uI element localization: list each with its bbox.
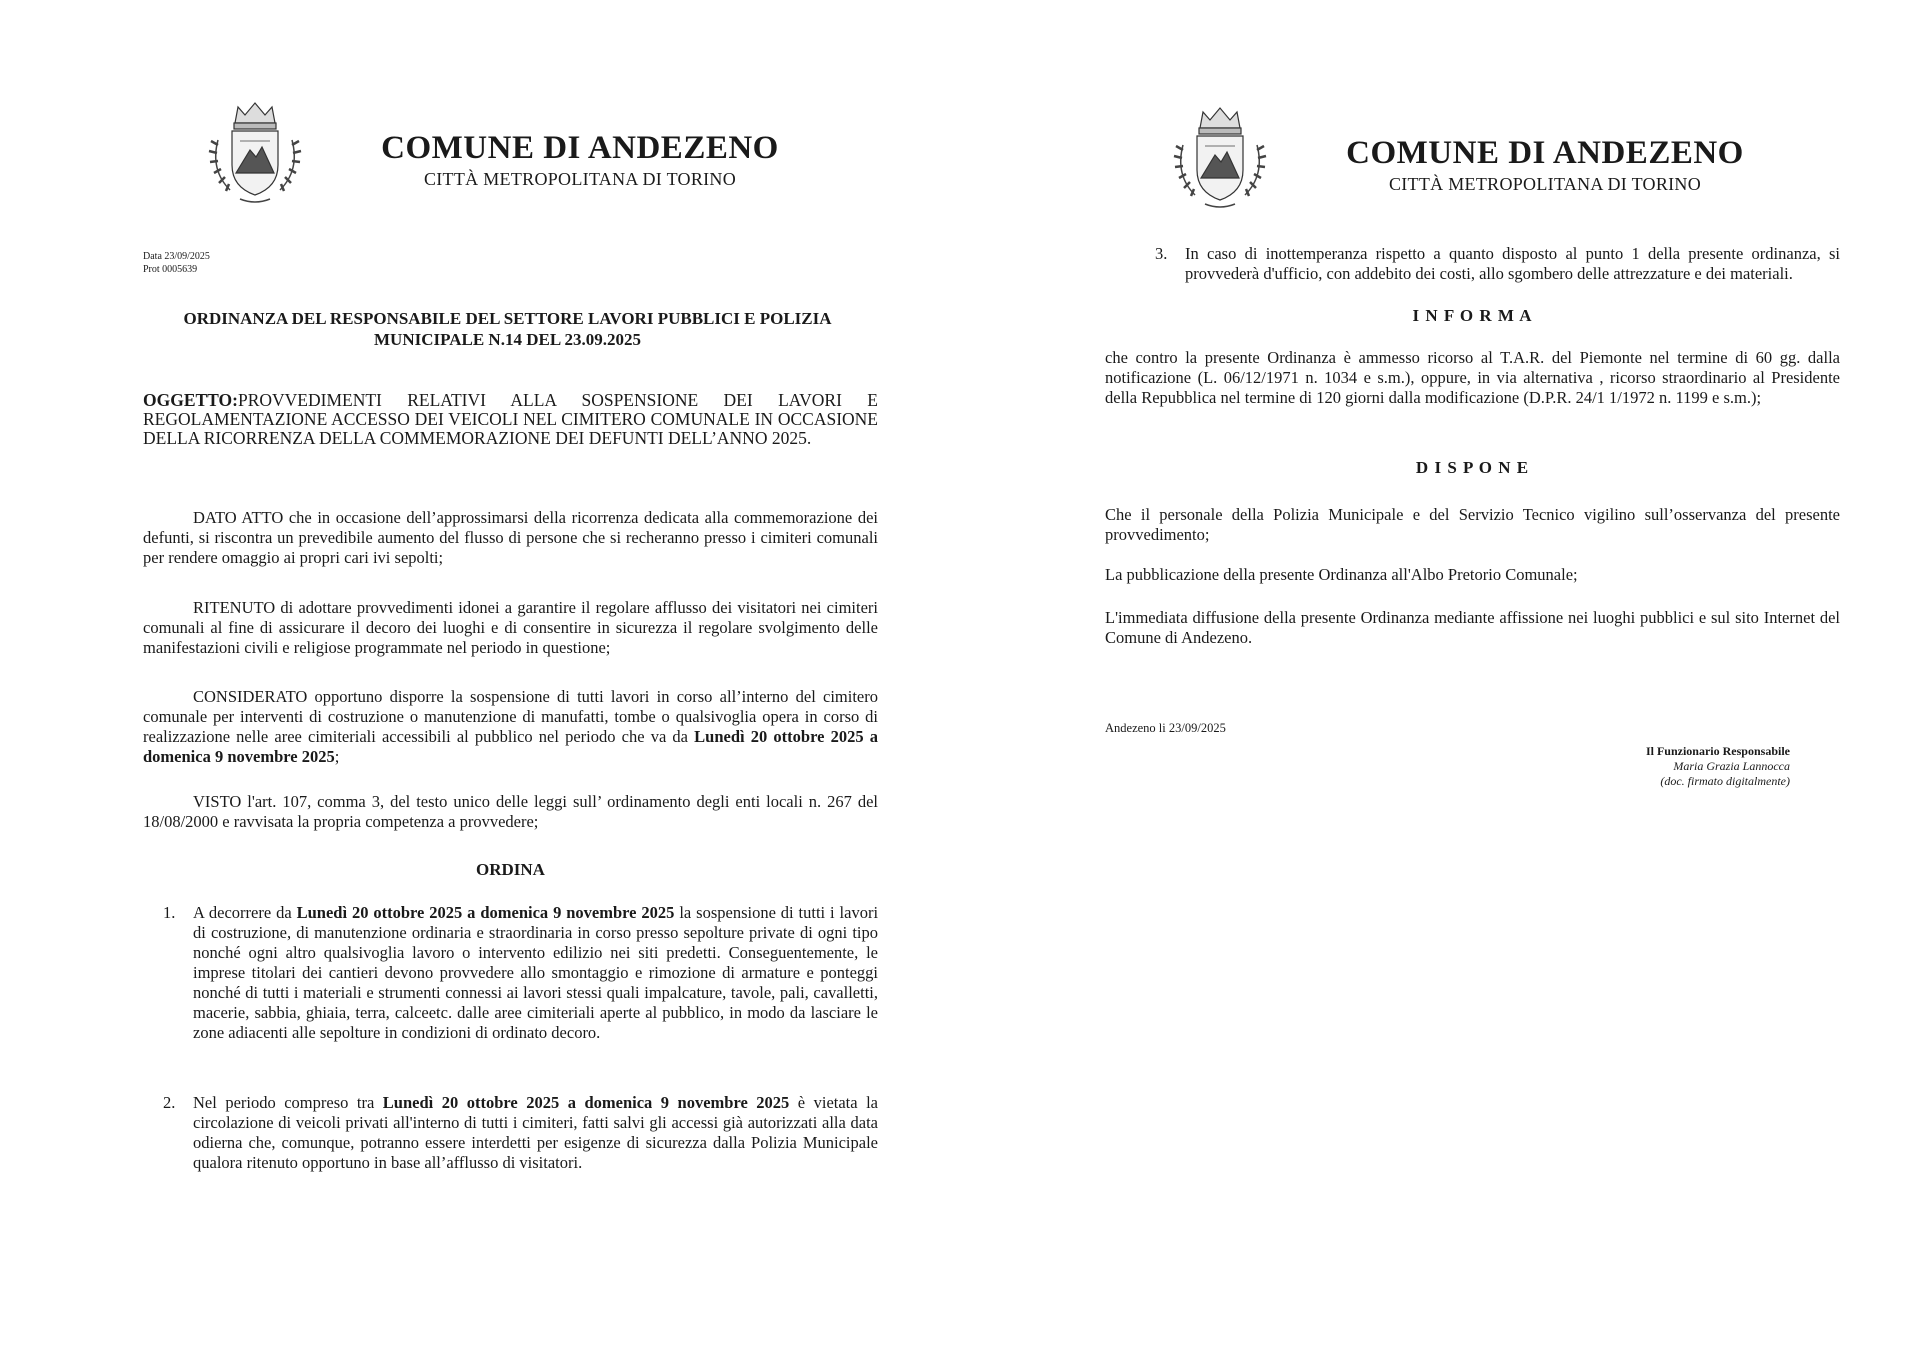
dispone-item-1: Che il personale della Polizia Municipale e del Servizio Tecnico vigilino sull’osservanza del presente provvedimento; [1105, 505, 1840, 544]
document-date: Data 23/09/2025 [143, 251, 210, 262]
order-item-2-text: è vietata la circolazione di veicoli privati all'interno di tutti i cimiteri, fatti salvi gli accessi già autorizzati alla data odierna che, comunque, potranno essere interdetti per esigenze di sicurezza dalla Polizia Municipale qualora ritenuto opportuno in base all’afflusso di visitatori. [193, 1093, 878, 1172]
dispone-heading: D I S P O N E [1415, 458, 1530, 477]
signature-note: (doc. firmato digitalmente) [1660, 774, 1790, 788]
signature-name: Maria Grazia Lannocca [1673, 759, 1790, 773]
municipal-crest-icon [200, 95, 310, 210]
municipality-header [380, 130, 780, 190]
dispone-item-2: La pubblicazione della presente Ordinanza all'Albo Pretorio Comunale; [1105, 565, 1578, 584]
ordina-heading: ORDINA [476, 860, 545, 879]
order-item-2-dates: Lunedì 20 ottobre 2025 a domenica 9 novembre 2025 [382, 1093, 790, 1112]
informa-heading: I N F O R M A [1412, 306, 1533, 325]
signature-role: Il Funzionario Responsabile [1645, 744, 1790, 758]
dispone-item-3: L'immediata diffusione della presente Ordinanza mediante affissione nei luoghi pubblici e sul sito Internet del Comune di Andezeno. [1105, 608, 1840, 647]
municipality-subtitle: CITTÀ METROPOLITANA DI TORINO [423, 169, 737, 190]
municipality-name: COMUNE DI ANDEZENO [1346, 135, 1744, 171]
dato-atto-paragraph: DATO ATTO che in occasione dell’approssimarsi della ricorrenza dedicata alla commemorazione dei defunti, si riscontra un prevedibile aumento del flusso di persone che si recheranno presso i cimiteri comunali per rendere omaggio ai propri cari ivi sepolti; [143, 508, 878, 567]
municipality-subtitle: CITTÀ METROPOLITANA DI TORINO [1388, 174, 1702, 195]
order-title [140, 308, 875, 350]
order-item-1 [163, 903, 879, 1043]
order-item-1-pre: A decorrere da [193, 903, 292, 922]
order-item-3 [1155, 244, 1840, 284]
municipal-crest-icon [1165, 100, 1275, 215]
subject-text: PROVVEDIMENTI RELATIVI ALLA SOSPENSIONE DEI LAVORI E REGOLAMENTAZIONE ACCESSO DEI VEICOLI NEL CIMITERO COMUNALE IN OCCASIONE DELLA RICORRENZA DELLA COMMEMORAZIONE DEI DEFUNTI DELL’ANNO 2025. [143, 390, 878, 448]
document-meta [143, 250, 210, 276]
visto-paragraph: VISTO l'art. 107, comma 3, del testo unico delle leggi sull’ ordinamento degli enti locali n. 267 del 18/08/2000 e ravvisata la propria competenza a provvedere; [143, 792, 878, 831]
ritenuto-paragraph: RITENUTO di adottare provvedimenti idonei a garantire il regolare afflusso dei visitatori nei cimiteri comunali al fine di assicurare il decoro dei luoghi e di consentire in sicurezza il regolare svolgimento delle manifestazioni civili e religiose programmate nel periodo in questione; [143, 598, 878, 657]
place-date: Andezeno li 23/09/2025 [1105, 721, 1226, 735]
considerato-text: CONSIDERATO opportuno disporre la sospensione di tutti lavori in corso all’interno del cimitero comunale per interventi di costruzione o manutenzione di manufatti, tombe o qualsivoglia opera in corso di realizzazione nelle aree cimiteriali accessibili al pubblico nel periodo che va da [143, 687, 878, 746]
subject-label: OGGETTO: [143, 390, 238, 410]
order-item-1-dates: Lunedì 20 ottobre 2025 a domenica 9 novembre 2025 [296, 903, 675, 922]
order-item-1-number: 1. [163, 903, 176, 922]
order-item-3-text: In caso di inottemperanza rispetto a quanto disposto al punto 1 della presente ordinanza, si provvederà d'ufficio, con addebito dei costi, allo sgombero delle attrezzature e dei materiali. [1185, 244, 1840, 283]
document-protocol: Prot 0005639 [143, 264, 198, 275]
order-item-2 [163, 1093, 878, 1173]
signature-block [1646, 744, 1790, 789]
considerato-dates: Lunedì 20 ottobre 2025 a domenica 9 novembre 2025 [143, 727, 878, 766]
order-item-2-pre: Nel periodo compreso tra [193, 1093, 375, 1112]
considerato-paragraph [143, 687, 878, 767]
municipality-name: COMUNE DI ANDEZENO [381, 130, 779, 166]
municipality-header [1345, 135, 1745, 195]
order-title-line2: MUNICIPALE N.14 DEL 23.09.2025 [374, 330, 641, 349]
order-item-1-text: la sospensione di tutti i lavori di costruzione, di manutenzione ordinaria e straordinaria in corso presso sepolture private di ogni tipo nonché ogni altro qualsivoglia lavoro o intervento edilizio nei siti predetti. Conseguentemente, le imprese titolari dei cantieri devono provvedere allo smontaggio e rimozione di armature e ponteggi nonché di tutti i materiali e strumenti connessi ai lavori stessi quali impalcature, tavole, pali, cavalletti, macerie, sabbia, ghiaia, terra, calceetc. dalle aree cimiteriali aperte al pubblico, in modo da lasciare le zone adiacenti alle sepolture in condizioni di ordinato decoro. [193, 903, 879, 1042]
order-title-line1: ORDINANZA DEL RESPONSABILE DEL SETTORE LAVORI PUBBLICI E POLIZIA [183, 309, 832, 328]
considerato-end: ; [334, 747, 340, 766]
document-page-2 [960, 0, 1920, 1358]
informa-paragraph: che contro la presente Ordinanza è ammesso ricorso al T.A.R. del Piemonte nel termine di 60 gg. dalla notificazione (L. 06/12/1971 n. 1034 e s.m.), oppure, in via alternativa , ricorso straordinario al Presidente della Repubblica nel termine di 120 giorni dalla modificazione (D.P.R. 24/1 1/1972 n. 1199 e s.m.); [1105, 348, 1840, 407]
subject-block [143, 391, 878, 448]
order-item-3-number: 3. [1155, 244, 1168, 263]
order-item-2-number: 2. [163, 1093, 176, 1112]
